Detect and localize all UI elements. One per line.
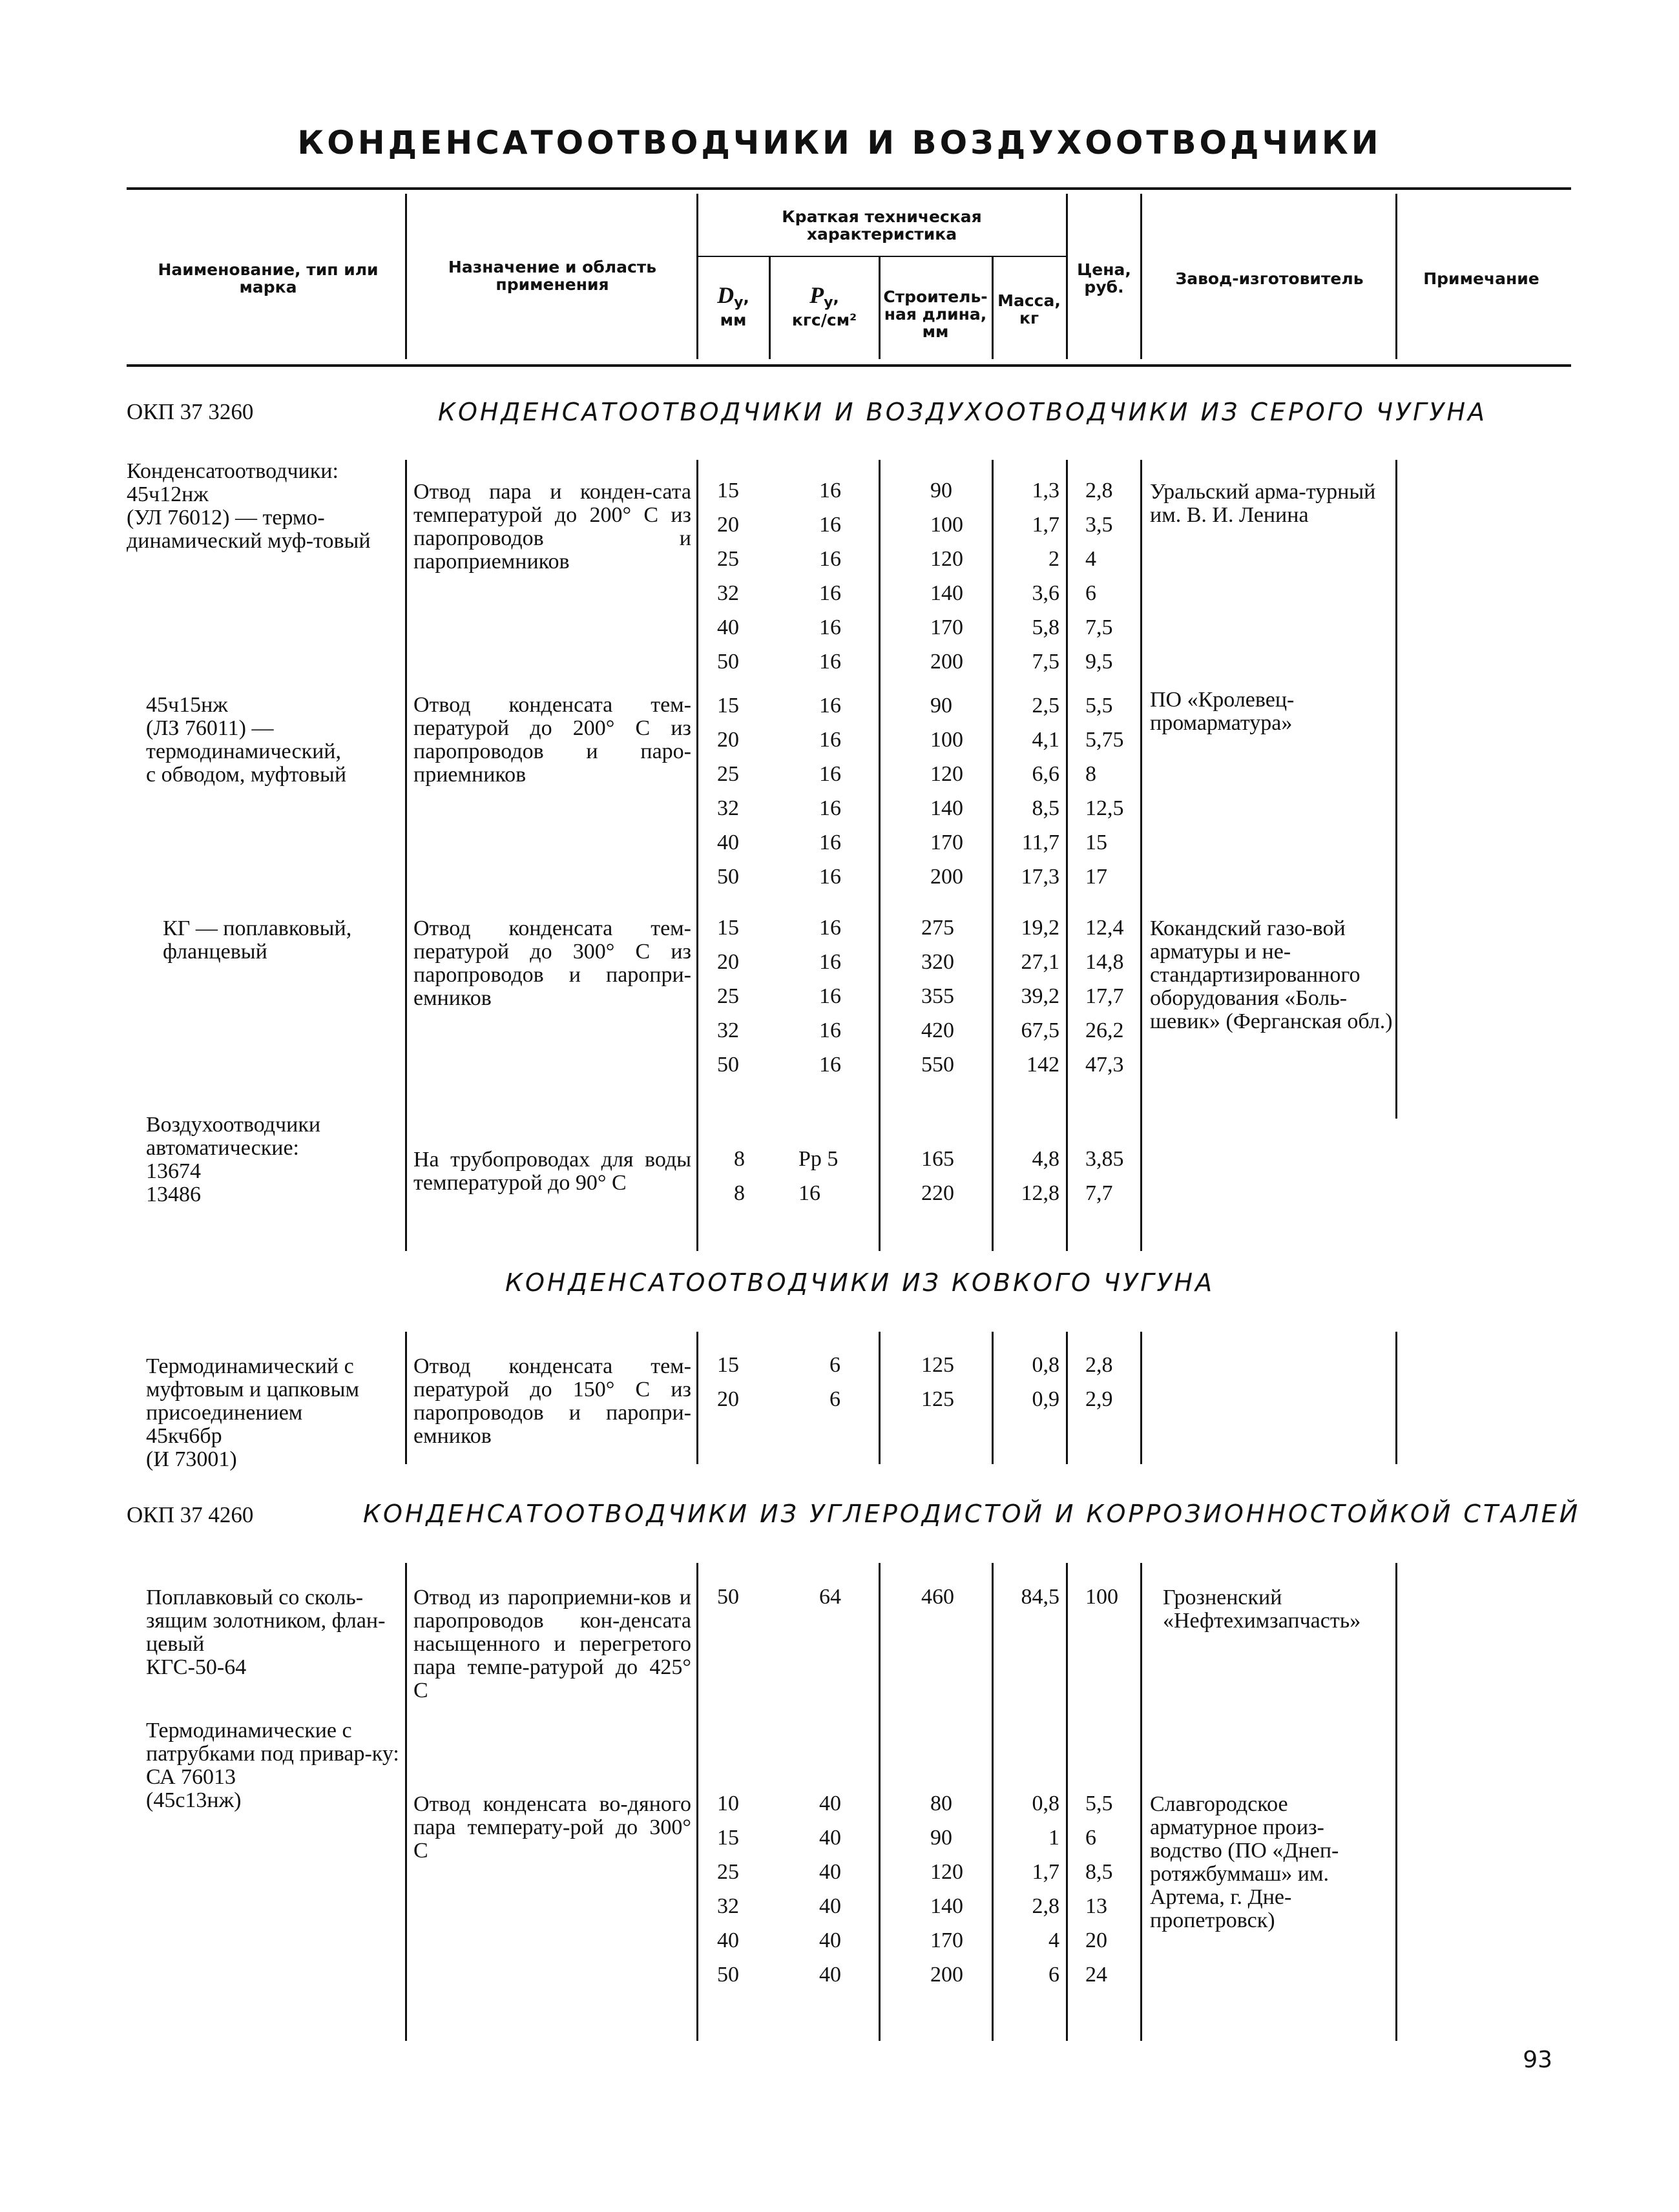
table-cell-mass: 1,7 [1032,1860,1059,1884]
col-divider [696,1332,698,1464]
table-cell-len: 420 [921,1018,954,1042]
table-cell-py: 16 [798,1181,820,1205]
table-cell-price: 7,7 [1085,1181,1113,1205]
py-values [819,1580,841,1614]
header-col-divider [879,257,881,359]
header-mass: Масса, кг [997,291,1061,327]
table-cell-len: 170 [930,831,963,854]
table-cell-price: 13 [1085,1894,1107,1918]
table-cell-py: 16 [819,615,841,639]
tech-subheader-rule [698,256,1066,257]
col-divider [992,1563,994,2041]
dy-subscript: у [734,295,744,311]
table-cell-py: 16 [819,479,841,502]
col-divider [879,1332,881,1464]
table-cell-len: 140 [930,1894,963,1918]
table-cell-mass: 27,1 [1021,950,1059,974]
col-divider [879,460,881,1251]
header-purpose: Назначение и область применения [448,258,657,294]
header-col-divider [1066,194,1068,359]
length-values [930,473,963,679]
price-values [1085,1580,1118,1614]
table-cell-price: 100 [1085,1585,1118,1609]
table-cell-len: 200 [930,865,963,889]
table-cell-py: 16 [819,796,841,820]
table-cell-mass: 0,9 [1032,1387,1059,1411]
py-values [829,1348,840,1416]
table-cell-mass: 142 [1027,1053,1059,1077]
table-cell-len: 220 [921,1181,954,1205]
mass-values [1008,688,1059,894]
header-col-divider [696,194,698,359]
item-maker: Грозненский «Нефтехимзапчасть» [1163,1586,1361,1633]
header-col-divider [405,194,407,359]
table-cell-len: 200 [930,1963,963,1987]
table-cell-mass: 6 [1048,1963,1059,1987]
page-title: КОНДЕНСАТООТВОДЧИКИ И ВОЗДУХООТВОДЧИКИ [297,124,1382,161]
table-cell-mass: 1 [1048,1826,1059,1850]
table-cell-dy: 32 [717,796,739,820]
table-cell-len: 90 [930,1826,952,1850]
table-cell-py: Pр 5 [798,1147,839,1171]
table-cell-price: 47,3 [1085,1053,1124,1077]
header-name: Наименование, тип или марка [158,260,379,296]
table-cell-mass: 12,8 [1021,1181,1059,1205]
table-cell-py: 40 [819,1928,841,1952]
table-cell-dy: 15 [717,479,739,502]
table-cell-len: 140 [930,581,963,605]
table-cell-price: 26,2 [1085,1018,1124,1042]
table-cell-dy: 50 [717,650,739,674]
table-cell-py: 16 [819,694,841,718]
table-cell-mass: 39,2 [1021,984,1059,1008]
table-cell-mass: 6,6 [1032,762,1059,786]
dy-unit: мм [720,311,747,329]
table-cell-dy: 20 [717,950,739,974]
table-cell-dy: 15 [717,694,739,718]
table-cell-mass: 84,5 [1021,1585,1059,1609]
col-divider [992,1332,994,1464]
table-cell-price: 6 [1085,1826,1096,1850]
table-cell-mass: 11,7 [1021,831,1059,854]
table-cell-price: 15 [1085,831,1107,854]
section-heading: КОНДЕНСАТООТВОДЧИКИ ИЗ КОВКОГО ЧУГУНА [505,1268,1215,1297]
py-values [819,688,841,894]
table-cell-len: 140 [930,796,963,820]
table-cell-price: 17,7 [1085,984,1124,1008]
length-values [930,688,963,894]
col-divider [405,1563,407,2041]
item-maker: Славгородское арматурное произ-водство (ПО «Днеп-ротяжбуммаш» им. Артема, г. Дне-пропетровск) [1150,1792,1339,1932]
col-divider [405,460,407,1251]
table-cell-price: 2,9 [1085,1387,1113,1411]
mass-values [1008,1786,1059,1992]
table-cell-py: 40 [819,1894,841,1918]
table-cell-price: 2,8 [1085,479,1113,502]
py-symbol: P [809,282,824,308]
price-values [1085,911,1124,1082]
table-cell-dy: 25 [717,1860,739,1884]
table-cell-len: 460 [921,1585,954,1609]
table-cell-len: 550 [921,1053,954,1077]
length-values [921,911,954,1082]
table-cell-price: 9,5 [1085,650,1113,674]
page-number: 93 [1523,2047,1552,2073]
table-cell-price: 4 [1085,547,1096,571]
table-cell-dy: 8 [734,1147,745,1171]
item-purpose: На трубопроводах для воды температурой до 90° С [413,1148,691,1195]
table-cell-price: 8,5 [1085,1860,1113,1884]
table-cell-dy: 20 [717,728,739,752]
table-cell-len: 120 [930,1860,963,1884]
table-cell-dy: 8 [734,1181,745,1205]
py-values [819,473,841,679]
item-name: Термодинамический с муфтовым и цапковым присоединением 45кч6бр (И 73001) [146,1354,359,1471]
price-values [1085,473,1113,679]
table-cell-py: 64 [819,1585,841,1609]
table-cell-dy: 50 [717,1963,739,1987]
table-cell-len: 275 [921,916,954,940]
table-cell-price: 24 [1085,1963,1107,1987]
table-cell-mass: 2 [1048,547,1059,571]
length-values [921,1580,954,1614]
header-col-divider [769,257,771,359]
table-cell-py: 16 [819,984,841,1008]
table-cell-mass: 0,8 [1032,1792,1059,1815]
table-cell-mass: 7,5 [1032,650,1059,674]
table-cell-py: 16 [819,547,841,571]
table-cell-py: 16 [819,950,841,974]
table-cell-mass: 1,3 [1032,479,1059,502]
dy-values [734,1142,745,1210]
dy-symbol: D [717,282,735,308]
table-cell-mass: 4 [1048,1928,1059,1952]
table-cell-py: 16 [819,650,841,674]
table-cell-len: 125 [921,1387,954,1411]
table-cell-dy: 15 [717,1353,739,1377]
table-cell-dy: 50 [717,865,739,889]
item-maker: Кокандский газо-вой арматуры и не-стандартизированного оборудования «Боль-шевик» (Ферганская обл.) [1150,916,1393,1033]
col-divider [1395,1563,1397,2041]
price-values [1085,688,1124,894]
length-values [930,1786,963,1992]
table-cell-dy: 50 [717,1585,739,1609]
okp-code: ОКП 37 4260 [127,1502,254,1527]
length-values [921,1348,954,1416]
section-heading: КОНДЕНСАТООТВОДЧИКИ И ВОЗДУХООТВОДЧИКИ ИЗ СЕРОГО ЧУГУНА [438,398,1488,426]
header-col-divider [1140,194,1142,359]
price-values [1085,1142,1124,1210]
price-values [1085,1786,1113,1992]
item-purpose: Отвод пара и конден-сата температурой до 200° С из паропроводов и пароприемников [413,480,691,574]
col-divider [1066,1332,1068,1464]
table-cell-len: 80 [930,1792,952,1815]
table-cell-mass: 0,8 [1032,1353,1059,1377]
py-values [798,1142,838,1210]
table-cell-py: 40 [819,1826,841,1850]
table-cell-mass: 5,8 [1032,615,1059,639]
item-name: Воздухоотводчики автоматические: 13674 13486 [146,1113,321,1206]
table-cell-mass: 67,5 [1021,1018,1059,1042]
dy-values [717,911,739,1082]
table-cell-mass: 3,6 [1032,581,1059,605]
mass-values [1008,911,1059,1082]
table-cell-len: 120 [930,547,963,571]
item-purpose: Отвод конденсата тем-пературой до 300° С из паропроводов и паропри-емников [413,916,691,1010]
table-cell-py: 6 [829,1387,840,1411]
item-maker: Уральский арма-турный им. В. И. Ленина [1150,480,1376,527]
table-cell-dy: 50 [717,1053,739,1077]
header-tech-group: Краткая техническая характеристика [782,207,982,243]
table-cell-price: 3,5 [1085,513,1113,537]
section-heading: КОНДЕНСАТООТВОДЧИКИ ИЗ УГЛЕРОДИСТОЙ И КОРРОЗИОННОСТОЙКОЙ СТАЛЕЙ [363,1500,1581,1528]
table-cell-py: 16 [819,916,841,940]
length-values [921,1142,954,1210]
table-cell-price: 8 [1085,762,1096,786]
table-cell-py: 40 [819,1860,841,1884]
mass-values [1008,1348,1059,1416]
table-cell-py: 16 [819,581,841,605]
table-cell-dy: 40 [717,831,739,854]
item-name: КГ — поплавковый, фланцевый [163,916,352,964]
dy-values [717,1348,739,1416]
header-py: $P_у$, кгс/см² [791,282,857,329]
table-cell-price: 14,8 [1085,950,1124,974]
col-divider [1066,1563,1068,2041]
table-cell-price: 5,5 [1085,1792,1113,1815]
price-values [1085,1348,1113,1416]
table-cell-mass: 19,2 [1021,916,1059,940]
table-cell-dy: 25 [717,762,739,786]
table-cell-py: 16 [819,1053,841,1077]
col-divider [1395,1332,1397,1464]
table-cell-dy: 20 [717,513,739,537]
table-cell-mass: 4,1 [1032,728,1059,752]
table-cell-py: 16 [819,865,841,889]
table-cell-dy: 10 [717,1792,739,1815]
mass-values [1008,1142,1059,1210]
table-cell-price: 3,85 [1085,1147,1124,1171]
table-cell-len: 170 [930,1928,963,1952]
col-divider [696,460,698,1251]
table-cell-mass: 8,5 [1032,796,1059,820]
table-cell-py: 16 [819,831,841,854]
table-cell-price: 2,8 [1085,1353,1113,1377]
mass-values [1008,473,1059,679]
table-cell-len: 90 [930,694,952,718]
col-divider [1140,1563,1142,2041]
table-cell-len: 355 [921,984,954,1008]
item-maker: ПО «Кролевец-промарматура» [1150,688,1295,735]
header-price: Цена, руб. [1077,260,1131,296]
table-cell-len: 125 [921,1353,954,1377]
table-cell-len: 90 [930,479,952,502]
table-cell-py: 40 [819,1963,841,1987]
table-cell-dy: 32 [717,1894,739,1918]
table-cell-len: 320 [921,950,954,974]
table-cell-py: 16 [819,1018,841,1042]
item-name: Термодинамические с патрубками под привар-ку: СА 76013 (45с13нж) [146,1719,399,1812]
item-purpose: Отвод конденсата тем-пературой до 200° С из паропроводов и паро-приемников [413,693,691,787]
col-divider [879,1563,881,2041]
table-cell-dy: 32 [717,581,739,605]
table-cell-py: 16 [819,513,841,537]
table-cell-mass: 1,7 [1032,513,1059,537]
table-cell-price: 6 [1085,581,1096,605]
table-cell-mass: 4,8 [1032,1147,1059,1171]
table-cell-py: 40 [819,1792,841,1815]
item-name: Поплавковый со сколь-зящим золотником, флан-цевый КГС-50-64 [146,1586,386,1679]
header-maker: Завод-изготовитель [1175,269,1364,288]
table-cell-price: 7,5 [1085,615,1113,639]
table-cell-mass: 2,5 [1032,694,1059,718]
table-cell-py: 16 [819,728,841,752]
py-unit: кгс/см² [791,311,857,329]
table-cell-price: 17 [1085,865,1107,889]
py-values [819,1786,841,1992]
item-purpose: Отвод конденсата во-дяного пара температу-рой до 300° С [413,1792,691,1863]
table-cell-len: 200 [930,650,963,674]
okp-code: ОКП 37 3260 [127,399,254,424]
table-cell-price: 5,5 [1085,694,1113,718]
header-top-rule [127,187,1571,190]
col-divider [405,1332,407,1464]
table-cell-mass: 17,3 [1021,865,1059,889]
py-subscript: у [824,295,833,311]
col-divider [696,1563,698,2041]
dy-values [717,1580,739,1614]
table-cell-dy: 40 [717,615,739,639]
col-divider [1140,1332,1142,1464]
table-cell-dy: 25 [717,547,739,571]
table-cell-len: 120 [930,762,963,786]
col-divider [992,460,994,1251]
header-dy: $D_у$, мм [717,282,749,329]
item-name: 45ч15нж (ЛЗ 76011) — термодинамический, с обводом, муфтовый [146,693,347,787]
table-cell-price: 12,4 [1085,916,1124,940]
dy-values [717,1786,739,1992]
table-cell-price: 5,75 [1085,728,1124,752]
table-cell-py: 16 [819,762,841,786]
header-bottom-rule [127,364,1571,367]
table-cell-dy: 15 [717,916,739,940]
table-cell-len: 100 [930,513,963,537]
item-purpose: Отвод конденсата тем-пературой до 150° С из паропроводов и паропри-емников [413,1354,691,1448]
table-cell-dy: 20 [717,1387,739,1411]
mass-values [1008,1580,1059,1614]
item-purpose: Отвод из пароприемни-ков и паропроводов кон-денсата насыщенного и перегретого пара темпе-ратурой до 425° С [413,1586,691,1702]
col-divider [1066,460,1068,1251]
dy-values [717,473,739,679]
dy-values [717,688,739,894]
table-cell-price: 20 [1085,1928,1107,1952]
table-cell-dy: 15 [717,1826,739,1850]
table-cell-py: 6 [829,1353,840,1377]
table-cell-dy: 40 [717,1928,739,1952]
table-cell-mass: 2,8 [1032,1894,1059,1918]
table-cell-price: 12,5 [1085,796,1124,820]
header-col-divider [1395,194,1397,359]
table-cell-len: 165 [921,1147,954,1171]
header-note: Примечание [1423,269,1539,288]
col-divider [1140,460,1142,1251]
table-cell-dy: 25 [717,984,739,1008]
table-cell-len: 170 [930,615,963,639]
table-cell-len: 100 [930,728,963,752]
table-cell-dy: 32 [717,1018,739,1042]
py-values [819,911,841,1082]
header-length: Строитель-ная длина, мм [883,287,988,341]
item-name: Конденсатоотводчики: 45ч12нж (УЛ 76012) — термо-динамический муф-товый [127,459,371,553]
